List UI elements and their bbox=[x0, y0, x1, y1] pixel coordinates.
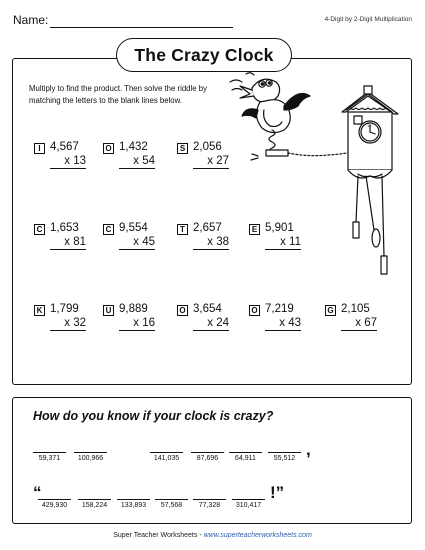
name-label: Name: bbox=[13, 13, 49, 27]
problem-top: 2,657 bbox=[193, 222, 222, 234]
problem-letter: G bbox=[325, 305, 336, 316]
answer-blank[interactable] bbox=[193, 499, 226, 509]
answer-blank[interactable] bbox=[150, 452, 183, 462]
problem-bottom: x 38 bbox=[193, 235, 229, 250]
problem-letter: I bbox=[34, 143, 45, 154]
footer-separator: - bbox=[197, 532, 204, 539]
problem-letter: O bbox=[249, 305, 260, 316]
problem-top: 2,056 bbox=[193, 141, 222, 153]
answer-blank[interactable] bbox=[229, 452, 262, 462]
problem-letter: U bbox=[103, 305, 114, 316]
problem-top: 4,567 bbox=[50, 141, 79, 153]
problem-bottom: x 13 bbox=[50, 154, 86, 169]
answer-blank[interactable] bbox=[268, 452, 301, 462]
problem-bottom: x 11 bbox=[265, 235, 301, 250]
problem bbox=[177, 304, 243, 334]
problem-letter: K bbox=[34, 305, 45, 316]
blank-code: 141,035 bbox=[153, 455, 180, 462]
problem-bottom: x 24 bbox=[193, 316, 229, 331]
problem bbox=[325, 304, 391, 334]
blank-code: 100,966 bbox=[77, 455, 104, 462]
problem-bottom: x 81 bbox=[50, 235, 86, 250]
problem bbox=[103, 142, 169, 172]
problem bbox=[103, 304, 169, 334]
problem-bottom: x 32 bbox=[50, 316, 86, 331]
exclaim-quote: !” bbox=[270, 483, 285, 502]
blank-code: 77,328 bbox=[198, 502, 221, 509]
problem bbox=[34, 142, 100, 172]
blank-code: 133,893 bbox=[120, 502, 147, 509]
problem-letter: O bbox=[103, 143, 114, 154]
problem-bottom: x 27 bbox=[193, 154, 229, 169]
blank-code: 64,911 bbox=[235, 455, 256, 462]
problem-letter: E bbox=[249, 224, 260, 235]
problem-top: 1,432 bbox=[119, 141, 148, 153]
problem-top: 2,105 bbox=[341, 303, 370, 315]
problem bbox=[103, 223, 169, 253]
problem-top: 1,799 bbox=[50, 303, 79, 315]
problem-top: 7,219 bbox=[265, 303, 294, 315]
problem-letter: T bbox=[177, 224, 188, 235]
problem-letter: C bbox=[103, 224, 114, 235]
blank-code: 55,512 bbox=[273, 455, 296, 462]
problem-top: 9,554 bbox=[119, 222, 148, 234]
problem-bottom: x 54 bbox=[119, 154, 155, 169]
problem-top: 5,901 bbox=[265, 222, 294, 234]
problem-bottom: x 45 bbox=[119, 235, 155, 250]
topic-label: 4-Digit by 2-Digit Multiplication bbox=[324, 16, 412, 23]
problem-letter: O bbox=[177, 305, 188, 316]
answer-blank[interactable] bbox=[74, 452, 107, 462]
footer bbox=[0, 532, 425, 539]
blank-code: 429,930 bbox=[41, 502, 68, 509]
blank-code: 87,696 bbox=[196, 455, 219, 462]
answer-blank[interactable] bbox=[232, 499, 265, 509]
problem-letter: S bbox=[177, 143, 188, 154]
footer-brand: Super Teacher Worksheets bbox=[113, 532, 198, 539]
page-title: The Crazy Clock bbox=[116, 38, 292, 72]
problem-top: 9,889 bbox=[119, 303, 148, 315]
answer-blank[interactable] bbox=[78, 499, 111, 509]
blank-code: 59,371 bbox=[38, 455, 61, 462]
answer-blank[interactable] bbox=[117, 499, 150, 509]
problem-bottom: x 16 bbox=[119, 316, 155, 331]
instructions: Multiply to find the product. Then solve the riddle by matching the letters to the blank lines below. bbox=[29, 84, 207, 105]
open-quote: “ bbox=[33, 483, 42, 502]
blank-code: 57,568 bbox=[160, 502, 183, 509]
problem-bottom: x 67 bbox=[341, 316, 377, 331]
problem-top: 1,653 bbox=[50, 222, 79, 234]
problem bbox=[249, 304, 315, 334]
answer-blank[interactable] bbox=[38, 499, 71, 509]
comma-punct: , bbox=[306, 440, 311, 459]
blank-code: 158,224 bbox=[81, 502, 108, 509]
problem bbox=[34, 304, 100, 334]
answer-blank[interactable] bbox=[191, 452, 224, 462]
answer-blank[interactable] bbox=[33, 452, 66, 462]
riddle-question: How do you know if your clock is crazy? bbox=[33, 409, 274, 423]
problem-letter: C bbox=[34, 224, 45, 235]
problem-top: 3,654 bbox=[193, 303, 222, 315]
cuckoo-clock-illustration bbox=[228, 70, 414, 280]
name-line[interactable] bbox=[50, 27, 233, 28]
problem bbox=[34, 223, 100, 253]
answer-blank[interactable] bbox=[155, 499, 188, 509]
footer-site-link[interactable]: www.superteacherworksheets.com bbox=[203, 532, 312, 539]
blank-code: 310,417 bbox=[235, 502, 262, 509]
problem-bottom: x 43 bbox=[265, 316, 301, 331]
svg-text:12: 12 bbox=[367, 123, 372, 128]
